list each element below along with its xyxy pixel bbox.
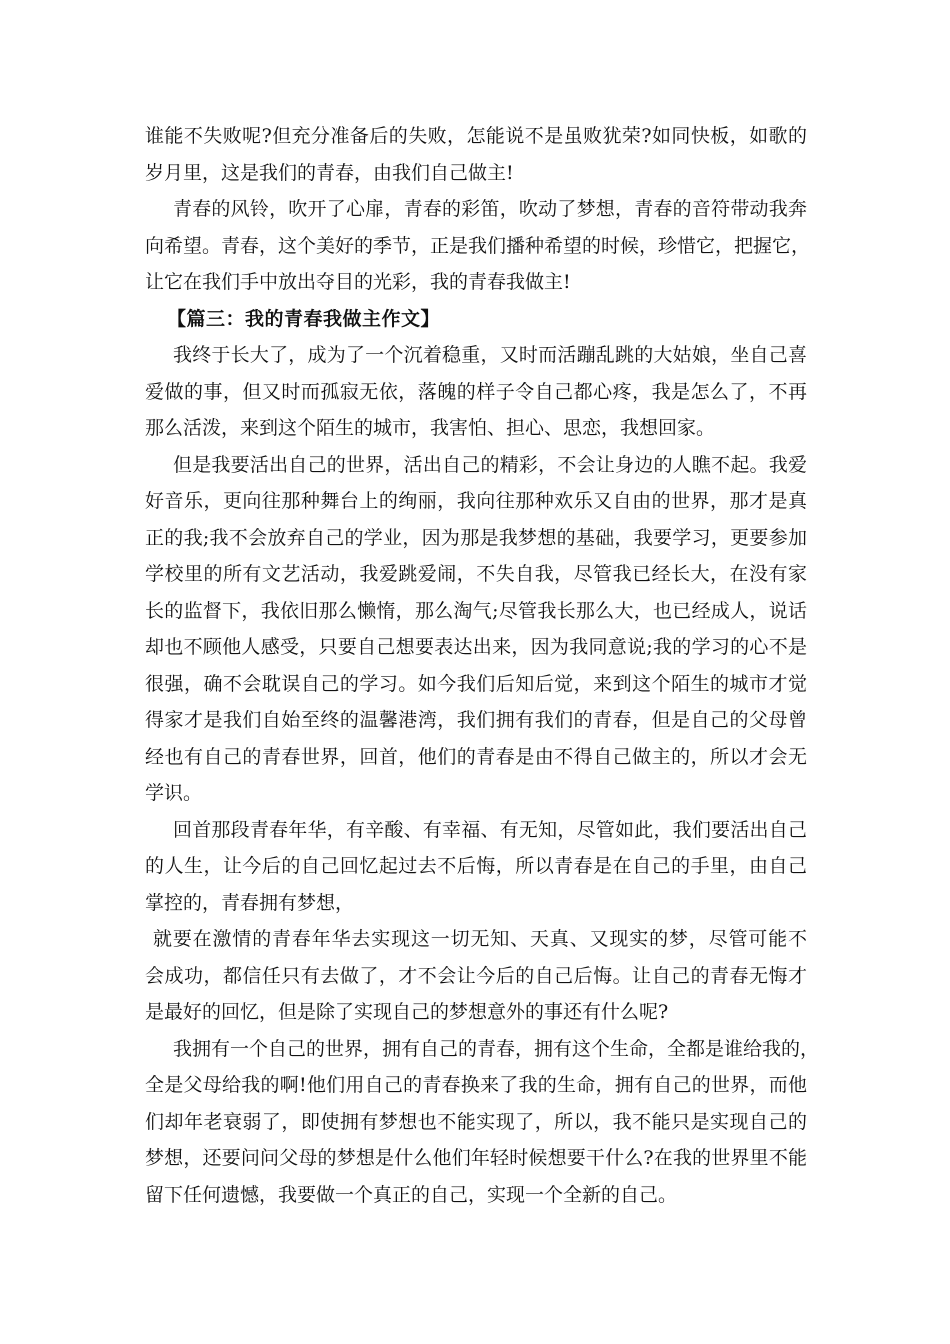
text-line: 我拥有一个自己的世界，拥有自己的青春，拥有这个生命，全都是谁给我的，: [173, 1037, 820, 1060]
text-line: 正的我;我不会放弃自己的学业，因为那是我梦想的基础，我要学习，更要参加: [145, 526, 807, 549]
text-line: 的人生，让今后的自己回忆起过去不后悔，所以青春是在自己的手里，由自己: [145, 855, 807, 877]
text-line: 经也有自己的青春世界，回首，他们的青春是由不得自己做主的，所以才会无: [145, 745, 807, 768]
document-body: [145, 118, 820, 1213]
text-line: 们却年老衰弱了，即使拥有梦想也不能实现了，所以，我不能只是实现自己的: [145, 1110, 807, 1133]
text-line: 回首那段青春年华，有辛酸、有幸福、有无知，尽管如此，我们要活出自己: [173, 818, 807, 841]
text-line: 但是我要活出自己的世界，活出自己的精彩，不会让身边的人瞧不起。我爱: [173, 453, 807, 476]
text-line: 学校里的所有文艺活动，我爱跳爱闹，不失自我，尽管我已经长大，在没有家: [145, 563, 807, 585]
text-line: 长的监督下，我依旧那么懒惰，那么淘气;尽管我长那么大，也已经成人，说话: [145, 599, 807, 622]
text-line: 爱做的事，但又时而孤寂无依，落魄的样子令自己都心疼，我是怎么了，不再: [145, 380, 807, 403]
text-line: 岁月里，这是我们的青春，由我们自己做主!: [145, 161, 514, 184]
text-line: 青春的风铃，吹开了心扉，青春的彩笛，吹动了梦想，青春的音符带动我奔: [173, 198, 807, 220]
text-line: 会成功，都信任只有去做了，才不会让今后的自己后悔。让自己的青春无悔才: [145, 964, 807, 987]
text-line: 谁能不失败呢?但充分准备后的失败，怎能说不是虽败犹荣?如同快板，如歌的: [145, 125, 807, 147]
text-line: 就要在激情的青春年华去实现这一切无知、天真、又现实的梦，尽管可能不: [153, 928, 807, 950]
text-line: 向希望。青春，这个美好的季节，正是我们播种希望的时候，珍惜它，把握它，: [145, 234, 811, 257]
text-line: 让它在我们手中放出夺目的光彩，我的青春我做主!: [145, 271, 571, 293]
text-line: 我终于长大了，成为了一个沉着稳重，又时而活蹦乱跳的大姑娘，坐自己喜: [173, 344, 807, 366]
text-line: 好音乐，更向往那种舞台上的绚丽，我向往那种欢乐又自由的世界，那才是真: [145, 490, 807, 512]
text-line: 却也不顾他人感受，只要自己想要表达出来，因为我同意说;我的学习的心不是: [145, 636, 807, 658]
text-line: 那么活泼，来到这个陌生的城市，我害怕、担心、思恋，我想回家。: [145, 417, 716, 439]
text-line: 得家才是我们自始至终的温馨港湾，我们拥有我们的青春，但是自己的父母曾: [145, 709, 807, 731]
text-line: 梦想，还要问问父母的梦想是什么他们年轻时候想要干什么?在我的世界里不能: [145, 1147, 807, 1169]
text-line: 学识。: [145, 782, 203, 804]
text-line: 全是父母给我的啊!他们用自己的青春换来了我的生命，拥有自己的世界，而他: [145, 1074, 807, 1096]
text-line: 是最好的回忆，但是除了实现自己的梦想意外的事还有什么呢?: [145, 1001, 669, 1023]
section-heading: 【篇三：我的青春我做主作文】: [167, 307, 441, 330]
text-line: 掌控的，青春拥有梦想，: [145, 891, 355, 914]
text-line: 很强，确不会耽误自己的学习。如今我们后知后觉，来到这个陌生的城市才觉: [145, 672, 807, 695]
text-line: 留下任何遗憾，我要做一个真正的自己，实现一个全新的自己。: [145, 1183, 678, 1206]
